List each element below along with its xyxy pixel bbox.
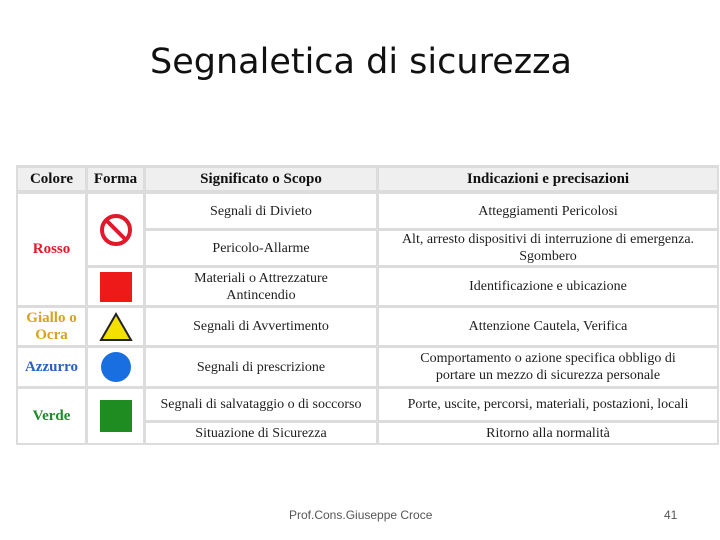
- shape-cell-verde: [88, 389, 143, 443]
- indicazioni-comportamento: Comportamento o azione specifica obbligo di portare un mezzo di sicurezza personale: [379, 348, 717, 386]
- footer-author: Prof.Cons.Giuseppe Croce: [289, 508, 433, 522]
- indicazioni-ritorno: Ritorno alla normalità: [379, 423, 717, 443]
- shape-cell-rosso: [88, 194, 143, 265]
- safety-signs-table: [16, 165, 719, 445]
- color-giallo-ocra: Giallo o Ocra: [18, 308, 85, 345]
- indicazioni-porte-uscite: Porte, uscite, percorsi, materiali, postazioni, locali: [379, 389, 717, 420]
- color-rosso: Rosso: [18, 194, 85, 305]
- significato-sicurezza: Situazione di Sicurezza: [146, 423, 376, 443]
- significato-prescrizione: Segnali di prescrizione: [146, 348, 376, 386]
- blue-circle-icon: [99, 350, 133, 384]
- slide-title: Segnaletica di sicurezza: [150, 42, 572, 82]
- shape-cell-giallo: [88, 308, 143, 345]
- page-number: 41: [664, 508, 678, 522]
- red-square-icon: [99, 272, 133, 302]
- yellow-triangle-icon: [99, 312, 133, 342]
- header-colore: Colore: [18, 168, 85, 190]
- significato-pericolo: Pericolo-Allarme: [146, 231, 376, 265]
- green-square-icon: [99, 399, 133, 433]
- header-forma: Forma: [88, 168, 143, 190]
- significato-avvertimento: Segnali di Avvertimento: [146, 308, 376, 345]
- color-verde: Verde: [18, 389, 85, 443]
- shape-cell-antincendio: [88, 268, 143, 305]
- indicazioni-alt: Alt, arresto dispositivi di interruzione di emergenza. Sgombero: [379, 231, 717, 265]
- significato-antincendio: Materiali o Attrezzature Antincendio: [146, 268, 376, 305]
- significato-salvataggio: Segnali di salvataggio o di soccorso: [146, 389, 376, 420]
- prohibition-sign-icon: [98, 212, 134, 248]
- indicazioni-attenzione: Attenzione Cautela, Verifica: [379, 308, 717, 345]
- color-azzurro: Azzurro: [18, 348, 85, 386]
- header-indicazioni: Indicazioni e precisazioni: [379, 168, 717, 190]
- indicazioni-identificazione: Identificazione e ubicazione: [379, 268, 717, 305]
- significato-divieto: Segnali di Divieto: [146, 194, 376, 228]
- indicazioni-atteggiamenti: Atteggiamenti Pericolosi: [379, 194, 717, 228]
- shape-cell-azzurro: [88, 348, 143, 386]
- header-significato: Significato o Scopo: [146, 168, 376, 190]
